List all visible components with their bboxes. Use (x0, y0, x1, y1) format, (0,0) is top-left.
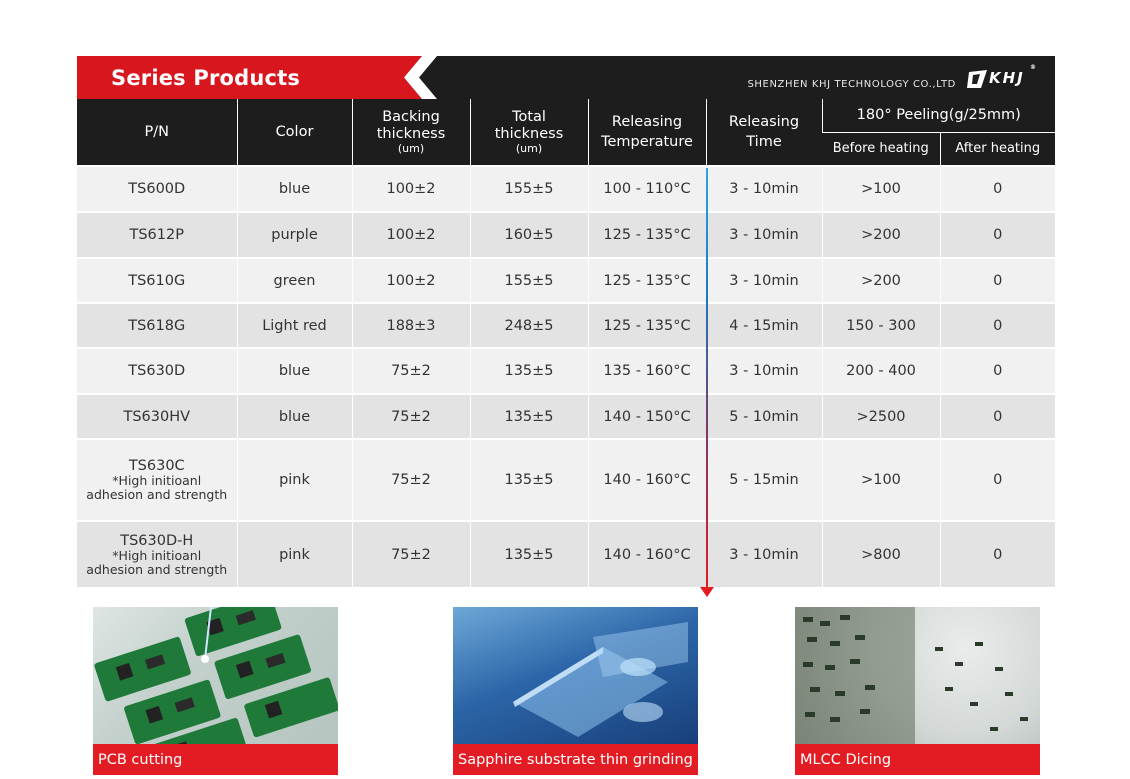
application-card-sapphire (453, 607, 698, 775)
cell-total: 248±5 (470, 303, 588, 348)
cell-pn: TS610G (77, 258, 237, 303)
banner-title: Series Products (111, 66, 301, 90)
cell-before: >800 (822, 521, 940, 587)
header-before-heating: Before heating (822, 132, 940, 166)
cell-backing: 75±2 (352, 394, 470, 439)
cell-backing: 188±3 (352, 303, 470, 348)
mlcc-dicing-image (795, 607, 1040, 744)
cell-before: 150 - 300 (822, 303, 940, 348)
logo-registered-mark: ® (1030, 64, 1036, 71)
temperature-gradient-arrow (706, 168, 708, 588)
header-total-thickness (470, 99, 588, 166)
cell-time: 5 - 15min (706, 439, 822, 521)
cell-backing: 100±2 (352, 258, 470, 303)
cell-after: 0 (940, 303, 1055, 348)
table-row (77, 439, 1055, 521)
cell-total: 160±5 (470, 212, 588, 258)
cell-after: 0 (940, 166, 1055, 212)
cell-after: 0 (940, 348, 1055, 394)
cell-time: 3 - 10min (706, 166, 822, 212)
cell-total: 135±5 (470, 439, 588, 521)
cell-pn-code: TS630D-H (120, 532, 194, 549)
logo-mark-icon (967, 70, 989, 88)
cell-temp: 140 - 160°C (588, 521, 706, 587)
cell-color: pink (237, 439, 352, 521)
cell-time: 5 - 10min (706, 394, 822, 439)
cell-pn: TS630D (77, 348, 237, 394)
header-releasing-time (706, 99, 822, 166)
header-releasing-temperature (588, 99, 706, 166)
header-total-unit: (um) (515, 142, 543, 155)
application-label: MLCC Dicing (795, 744, 1040, 775)
header-peeling: 180° Peeling(g/25mm) (822, 99, 1055, 132)
cell-total: 135±5 (470, 521, 588, 587)
header-time-line1: Releasing (728, 113, 800, 130)
cell-backing: 75±2 (352, 521, 470, 587)
cell-total: 155±5 (470, 258, 588, 303)
cell-temp: 125 - 135°C (588, 303, 706, 348)
application-label: PCB cutting (93, 744, 338, 775)
cell-temp: 140 - 160°C (588, 439, 706, 521)
logo-text: KHJ (989, 69, 1025, 87)
header-backing-line1: Backing (382, 109, 440, 125)
table-row (77, 394, 1055, 439)
application-card-pcb (93, 607, 338, 775)
header-backing-line2: thickness (376, 126, 446, 142)
cell-temp: 125 - 135°C (588, 258, 706, 303)
cell-pn-note-2: adhesion and strength (86, 487, 228, 502)
cell-pn: TS612P (77, 212, 237, 258)
header-pn: P/N (77, 99, 237, 166)
cell-after: 0 (940, 439, 1055, 521)
cell-temp: 125 - 135°C (588, 212, 706, 258)
series-products-table (77, 99, 1055, 587)
cell-total: 135±5 (470, 348, 588, 394)
arrow-down-icon (700, 587, 714, 597)
cell-color: blue (237, 394, 352, 439)
header-total-line2: thickness (494, 126, 564, 142)
pcb-cutting-image (93, 607, 338, 744)
header-color: Color (237, 99, 352, 166)
cell-time: 3 - 10min (706, 521, 822, 587)
cell-color: purple (237, 212, 352, 258)
company-name: SHENZHEN KHJ TECHNOLOGY CO.,LTD (747, 79, 956, 90)
cell-pn: TS618G (77, 303, 237, 348)
cell-time: 3 - 10min (706, 258, 822, 303)
cell-color: Light red (237, 303, 352, 348)
sapphire-grinding-image (453, 607, 698, 744)
cell-before: >100 (822, 166, 940, 212)
header-total-line1: Total (512, 109, 546, 125)
series-banner (77, 56, 1055, 99)
cell-pn-code: TS630C (128, 458, 185, 474)
header-time-line2: Time (746, 133, 782, 150)
cell-after: 0 (940, 258, 1055, 303)
table-row (77, 212, 1055, 258)
cell-backing: 100±2 (352, 166, 470, 212)
cell-pn (77, 521, 237, 587)
khj-logo (967, 64, 1036, 90)
table-row (77, 303, 1055, 348)
cell-after: 0 (940, 212, 1055, 258)
cell-backing: 75±2 (352, 439, 470, 521)
table-row (77, 521, 1055, 587)
header-temp-line1: Releasing (611, 113, 683, 130)
table-row (77, 258, 1055, 303)
cell-before: >200 (822, 212, 940, 258)
table-header-row (77, 99, 1055, 132)
cell-temp: 140 - 150°C (588, 394, 706, 439)
cell-total: 155±5 (470, 166, 588, 212)
cell-color: pink (237, 521, 352, 587)
cell-pn (77, 439, 237, 521)
table-row (77, 348, 1055, 394)
cell-color: blue (237, 348, 352, 394)
application-label: Sapphire substrate thin grinding (453, 744, 698, 775)
application-card-mlcc (795, 607, 1040, 775)
cell-pn: TS600D (77, 166, 237, 212)
cell-backing: 75±2 (352, 348, 470, 394)
cell-time: 3 - 10min (706, 348, 822, 394)
cell-before: 200 - 400 (822, 348, 940, 394)
cell-after: 0 (940, 394, 1055, 439)
cell-before: >2500 (822, 394, 940, 439)
header-backing-unit: (um) (397, 142, 425, 155)
cell-before: >100 (822, 439, 940, 521)
cell-temp: 100 - 110°C (588, 166, 706, 212)
cell-time: 3 - 10min (706, 212, 822, 258)
cell-pn-note-2: adhesion and strength (86, 561, 228, 577)
cell-color: blue (237, 166, 352, 212)
header-temp-line2: Temperature (601, 133, 693, 150)
table-row (77, 166, 1055, 212)
cell-pn: TS630HV (77, 394, 237, 439)
cell-time: 4 - 15min (706, 303, 822, 348)
header-after-heating: After heating (940, 132, 1055, 166)
cell-backing: 100±2 (352, 212, 470, 258)
cell-color: green (237, 258, 352, 303)
cell-pn-note: *High initioanl (112, 547, 202, 563)
header-backing-thickness (352, 99, 470, 166)
cell-pn-note: *High initioanl (112, 473, 202, 488)
cell-total: 135±5 (470, 394, 588, 439)
cell-after: 0 (940, 521, 1055, 587)
cell-temp: 135 - 160°C (588, 348, 706, 394)
cell-before: >200 (822, 258, 940, 303)
